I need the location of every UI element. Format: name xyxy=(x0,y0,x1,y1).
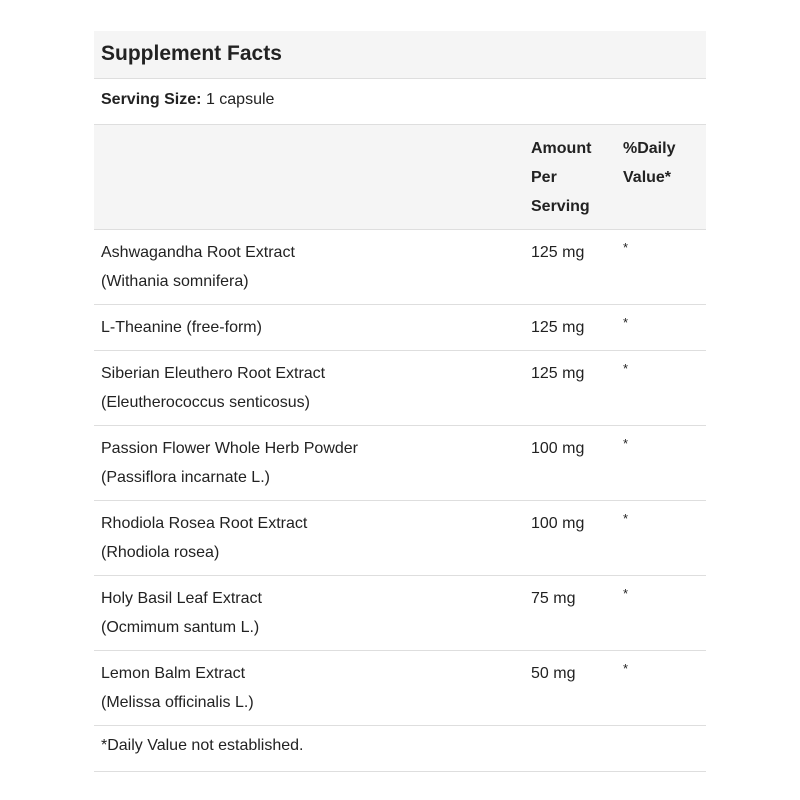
ingredient-name-cell xyxy=(94,313,525,350)
ingredient-amount: 125 mg xyxy=(531,319,585,336)
ingredient-daily-value: * xyxy=(623,315,629,330)
header-amount-line: Per xyxy=(531,169,557,186)
ingredient-amount: 75 mg xyxy=(531,590,576,607)
ingredient-amount: 125 mg xyxy=(531,244,585,261)
ingredient-latin-name: (Ocmimum santum L.) xyxy=(101,619,260,636)
ingredient-daily-value: * xyxy=(623,436,629,451)
ingredient-latin-name: (Melissa officinalis L.) xyxy=(101,694,254,711)
ingredient-name-cell xyxy=(94,434,525,500)
ingredient-row xyxy=(94,426,706,501)
table-header xyxy=(94,125,706,230)
header-dv-line: Value* xyxy=(623,169,672,186)
ingredient-name-cell xyxy=(94,659,525,725)
ingredient-name: Ashwagandha Root Extract xyxy=(101,244,295,261)
footnote: *Daily Value not established. xyxy=(101,737,304,754)
ingredient-row xyxy=(94,230,706,305)
ingredient-latin-name: (Rhodiola rosea) xyxy=(101,544,220,561)
ingredient-amount: 125 mg xyxy=(531,365,585,382)
ingredient-name: Rhodiola Rosea Root Extract xyxy=(101,515,308,532)
ingredient-amount: 50 mg xyxy=(531,665,576,682)
ingredient-name: Passion Flower Whole Herb Powder xyxy=(101,440,358,457)
header-name-cell xyxy=(94,125,525,229)
ingredient-amount: 100 mg xyxy=(531,440,585,457)
ingredient-amount: 100 mg xyxy=(531,515,585,532)
ingredient-daily-value: * xyxy=(623,661,629,676)
header-amount-per-serving xyxy=(525,125,617,229)
ingredient-latin-name: (Eleutherococcus senticosus) xyxy=(101,394,310,411)
ingredient-name-cell xyxy=(94,509,525,575)
serving-size-label: Serving Size: xyxy=(101,91,202,108)
ingredient-name: Lemon Balm Extract xyxy=(101,665,246,682)
header-dv-line: %Daily xyxy=(623,140,676,157)
ingredient-daily-value: * xyxy=(623,586,629,601)
ingredient-name: Holy Basil Leaf Extract xyxy=(101,590,262,607)
ingredient-name-cell xyxy=(94,238,525,304)
ingredient-row xyxy=(94,351,706,426)
panel-title: Supplement Facts xyxy=(94,31,706,79)
ingredient-row xyxy=(94,576,706,651)
ingredient-row xyxy=(94,651,706,726)
ingredient-name-cell xyxy=(94,359,525,425)
ingredient-row xyxy=(94,501,706,576)
ingredient-latin-name: (Passiflora incarnate L.) xyxy=(101,469,270,486)
serving-size-value: 1 capsule xyxy=(205,91,275,108)
header-amount-line: Amount xyxy=(531,140,592,157)
header-daily-value xyxy=(617,125,706,229)
serving-size-row xyxy=(94,79,706,125)
ingredient-name-cell xyxy=(94,584,525,650)
ingredient-row xyxy=(94,305,706,351)
ingredient-daily-value: * xyxy=(623,361,629,376)
ingredient-name: Siberian Eleuthero Root Extract xyxy=(101,365,326,382)
ingredient-latin-name: (Withania somnifera) xyxy=(101,273,249,290)
ingredient-daily-value: * xyxy=(623,511,629,526)
ingredient-name: L-Theanine (free-form) xyxy=(101,319,262,336)
header-amount-line: Serving xyxy=(531,198,590,215)
supplement-facts-panel xyxy=(94,31,706,772)
ingredient-daily-value: * xyxy=(623,240,629,255)
